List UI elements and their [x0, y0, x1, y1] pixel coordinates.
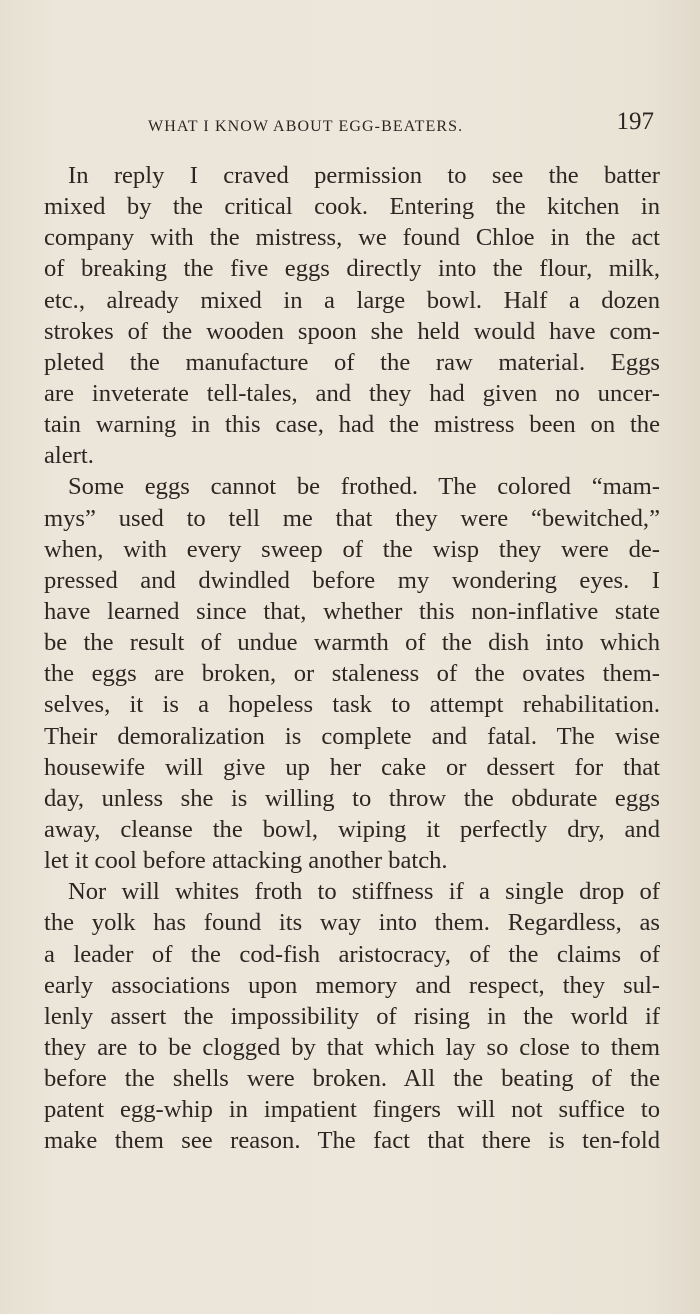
text-line: the eggs are broken, or staleness of the ovates them-	[44, 660, 660, 688]
text-line: mys” used to tell me that they were “bewitched,”	[44, 504, 660, 532]
text-line: pressed and dwindled before my wondering eyes. I	[44, 566, 660, 594]
text-line: alert.	[44, 442, 94, 470]
page-header	[148, 108, 658, 144]
text-line: the yolk has found its way into them. Regardless, as	[44, 909, 660, 937]
text-line: In reply I craved permission to see the batter	[68, 162, 660, 189]
text-line: day, unless she is willing to throw the obdurate eggs	[44, 784, 660, 812]
text-line: a leader of the cod-fish aristocracy, of the claims of	[44, 940, 660, 968]
body-text	[44, 160, 660, 1157]
text-line: of breaking the five eggs directly into the flour, milk,	[44, 255, 660, 283]
text-line: they are to be clogged by that which lay so close to them	[44, 1033, 660, 1061]
text-line: housewife will give up her cake or dessert for that	[44, 753, 660, 781]
text-line: make them see reason. The fact that there is ten-fold	[44, 1127, 660, 1155]
text-line: tain warning in this case, had the mistress been on the	[44, 411, 660, 439]
text-line: selves, it is a hopeless task to attempt rehabilitation.	[44, 691, 660, 719]
text-line: lenly assert the impossibility of rising in the world if	[44, 1002, 660, 1030]
text-line: are inveterate tell-tales, and they had given no uncer-	[44, 379, 660, 407]
text-line: Some eggs cannot be frothed. The colored “mam-	[68, 473, 660, 501]
text-line: before the shells were broken. All the beating of the	[44, 1065, 660, 1093]
text-line: have learned since that, whether this non-inflative state	[44, 597, 660, 625]
text-line: pleted the manufacture of the raw material. Eggs	[44, 348, 660, 376]
text-line: early associations upon memory and respect, they sul-	[44, 971, 660, 999]
text-line: let it cool before attacking another batch.	[44, 847, 448, 875]
text-line: be the result of undue warmth of the dish into which	[44, 629, 660, 657]
text-line: away, cleanse the bowl, wiping it perfectly dry, and	[44, 815, 660, 843]
text-line: mixed by the critical cook. Entering the kitchen in	[44, 193, 660, 221]
text-line: patent egg-whip in impatient fingers will not suffice to	[44, 1096, 660, 1124]
text-line: company with the mistress, we found Chloe in the act	[44, 224, 660, 252]
text-line: etc., already mixed in a large bowl. Half a dozen	[44, 286, 660, 314]
text-line: when, with every sweep of the wisp they were de-	[44, 535, 660, 563]
text-line: Their demoralization is complete and fatal. The wise	[44, 722, 660, 750]
page-number: 197	[616, 108, 654, 135]
text-line: Nor will whites froth to stiffness if a single drop of	[68, 878, 660, 906]
running-title: WHAT I KNOW ABOUT EGG-BEATERS.	[148, 118, 464, 135]
text-line: strokes of the wooden spoon she held would have com-	[44, 317, 660, 345]
